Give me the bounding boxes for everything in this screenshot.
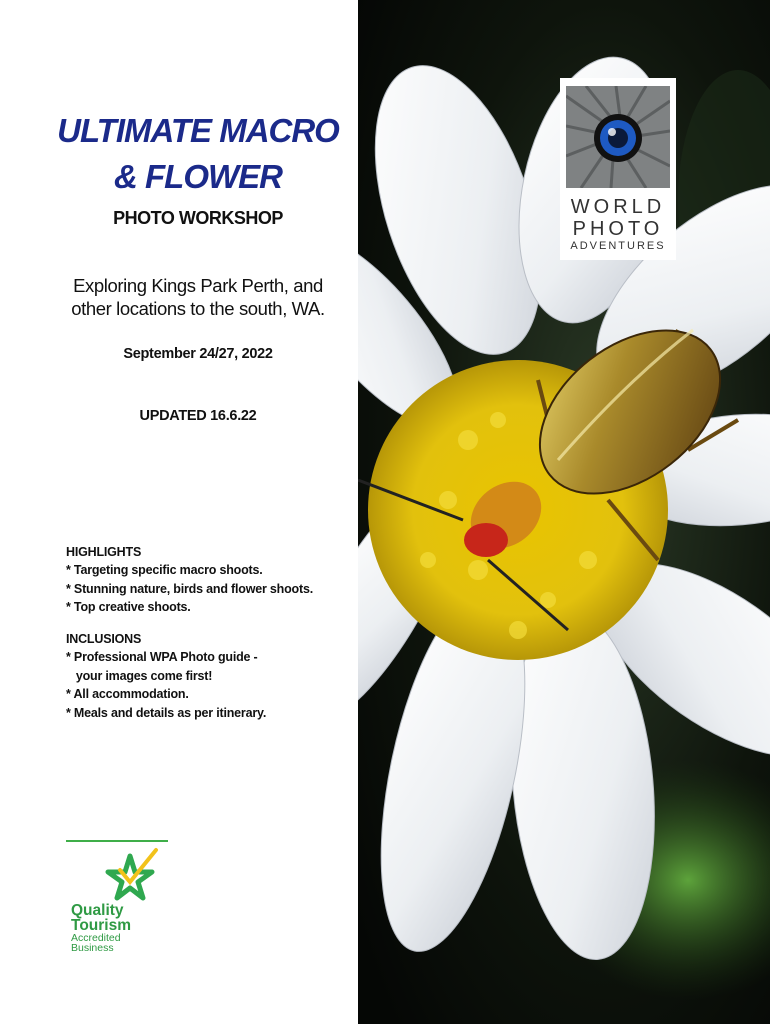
updated-note: UPDATED 16.6.22 [139, 408, 257, 424]
highlights-list [66, 543, 356, 617]
badge-line-2: Tourism [71, 917, 131, 934]
list-item: * Meals and details as per itinerary. [66, 705, 267, 720]
badge-line-1: Quality [71, 902, 124, 919]
text-panel [0, 0, 358, 1024]
description [40, 274, 356, 320]
description-line-2: other locations to the south, WA. [71, 298, 325, 319]
list-item: * Professional WPA Photo guide - [66, 650, 258, 665]
camera-aperture-icon [566, 86, 670, 188]
star-check-icon [98, 846, 168, 906]
badge-line-3: Accredited [71, 932, 121, 944]
badge-line-4: Business [71, 942, 114, 954]
list-item: * Stunning nature, birds and flower shoots. [66, 581, 313, 596]
list-item: * Top creative shoots. [66, 600, 191, 615]
inclusions-heading: INCLUSIONS [66, 632, 142, 646]
page-title [30, 108, 366, 200]
list-item: your images come first! [66, 668, 213, 683]
description-line-1: Exploring Kings Park Perth, and [73, 275, 323, 296]
logo-line-1: WORLD [570, 196, 666, 218]
list-item: * All accommodation. [66, 687, 189, 702]
quality-tourism-badge [71, 903, 131, 953]
list-item: * Targeting specific macro shoots. [66, 563, 263, 578]
logo-line-2: PHOTO [572, 218, 664, 240]
title-line-2: & FLOWER [114, 158, 282, 195]
highlights-heading: HIGHLIGHTS [66, 545, 142, 559]
inclusions-list [66, 630, 356, 722]
title-line-1: ULTIMATE MACRO [57, 112, 339, 149]
world-photo-adventures-logo [560, 78, 676, 260]
logo-line-3: ADVENTURES [570, 240, 666, 252]
page-subtitle: PHOTO WORKSHOP [113, 208, 283, 228]
event-date: September 24/27, 2022 [123, 346, 273, 362]
quality-divider [66, 840, 168, 842]
